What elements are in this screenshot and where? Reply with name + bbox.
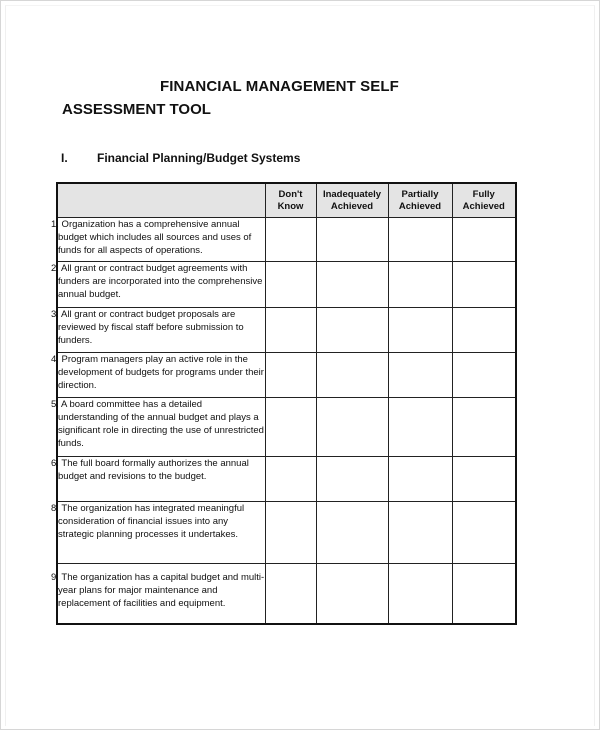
rating-cell-partially-achieved[interactable] (388, 564, 452, 624)
rating-cell-dont-know[interactable] (265, 308, 316, 353)
table-row (57, 502, 516, 564)
table-row (57, 564, 516, 624)
rating-cell-dont-know[interactable] (265, 353, 316, 398)
rating-cell-inadequately-achieved[interactable] (316, 457, 388, 502)
table-header-row (57, 183, 516, 218)
criterion-text: 8. The organization has integrated meaningful consideration of financial issues into any strategic planning processes it undertakes. (57, 502, 265, 564)
rating-cell-inadequately-achieved[interactable] (316, 502, 388, 564)
column-header-dont-know: Don't Know (265, 183, 316, 218)
rating-cell-dont-know[interactable] (265, 457, 316, 502)
rating-cell-partially-achieved[interactable] (388, 218, 452, 262)
criterion-text: 2. All grant or contract budget agreements with funders are incorporated into the comprehensive annual budget. (57, 262, 265, 308)
section-number: I. (61, 151, 68, 165)
rating-cell-dont-know[interactable] (265, 398, 316, 457)
table-row (57, 457, 516, 502)
document-title-line-1: FINANCIAL MANAGEMENT SELF (160, 78, 399, 95)
rating-cell-dont-know[interactable] (265, 502, 316, 564)
column-header-partially-achieved: Partially Achieved (388, 183, 452, 218)
rating-cell-partially-achieved[interactable] (388, 262, 452, 308)
document-title-line-2: ASSESSMENT TOOL (62, 101, 211, 118)
column-header-criteria (57, 183, 265, 218)
rating-cell-partially-achieved[interactable] (388, 502, 452, 564)
criterion-text: 4. Program managers play an active role in the development of budgets for programs under their direction. (57, 353, 265, 398)
rating-cell-fully-achieved[interactable] (452, 218, 516, 262)
table-row (57, 398, 516, 457)
criterion-text: 1. Organization has a comprehensive annual budget which includes all sources and uses of funds for all aspects of operations. (57, 218, 265, 262)
section-title: Financial Planning/Budget Systems (97, 151, 301, 165)
rating-cell-inadequately-achieved[interactable] (316, 564, 388, 624)
rating-cell-dont-know[interactable] (265, 262, 316, 308)
criterion-text: 3. All grant or contract budget proposals are reviewed by fiscal staff before submission to funders. (57, 308, 265, 353)
rating-cell-partially-achieved[interactable] (388, 353, 452, 398)
rating-cell-partially-achieved[interactable] (388, 308, 452, 353)
rating-cell-inadequately-achieved[interactable] (316, 218, 388, 262)
assessment-table (51, 182, 517, 625)
rating-cell-inadequately-achieved[interactable] (316, 262, 388, 308)
rating-cell-inadequately-achieved[interactable] (316, 308, 388, 353)
column-header-fully-achieved: Fully Achieved (452, 183, 516, 218)
rating-cell-fully-achieved[interactable] (452, 398, 516, 457)
rating-cell-fully-achieved[interactable] (452, 308, 516, 353)
rating-cell-partially-achieved[interactable] (388, 398, 452, 457)
criterion-text: 5. A board committee has a detailed understanding of the annual budget and plays a significant role in directing the use of unrestricted funds. (57, 398, 265, 457)
table-row (57, 308, 516, 353)
rating-cell-fully-achieved[interactable] (452, 457, 516, 502)
rating-cell-partially-achieved[interactable] (388, 457, 452, 502)
rating-cell-fully-achieved[interactable] (452, 502, 516, 564)
criterion-text: 6. The full board formally authorizes the annual budget and revisions to the budget. (57, 457, 265, 502)
rating-cell-dont-know[interactable] (265, 218, 316, 262)
rating-cell-inadequately-achieved[interactable] (316, 353, 388, 398)
criterion-text: 9. The organization has a capital budget and multi-year plans for major maintenance and replacement of facilities and equipment. (57, 564, 265, 624)
table-row (57, 353, 516, 398)
rating-cell-dont-know[interactable] (265, 564, 316, 624)
column-header-inadequately-achieved: Inadequately Achieved (316, 183, 388, 218)
rating-cell-inadequately-achieved[interactable] (316, 398, 388, 457)
table-row (57, 218, 516, 262)
table-row (57, 262, 516, 308)
rating-cell-fully-achieved[interactable] (452, 564, 516, 624)
rating-cell-fully-achieved[interactable] (452, 262, 516, 308)
rating-cell-fully-achieved[interactable] (452, 353, 516, 398)
